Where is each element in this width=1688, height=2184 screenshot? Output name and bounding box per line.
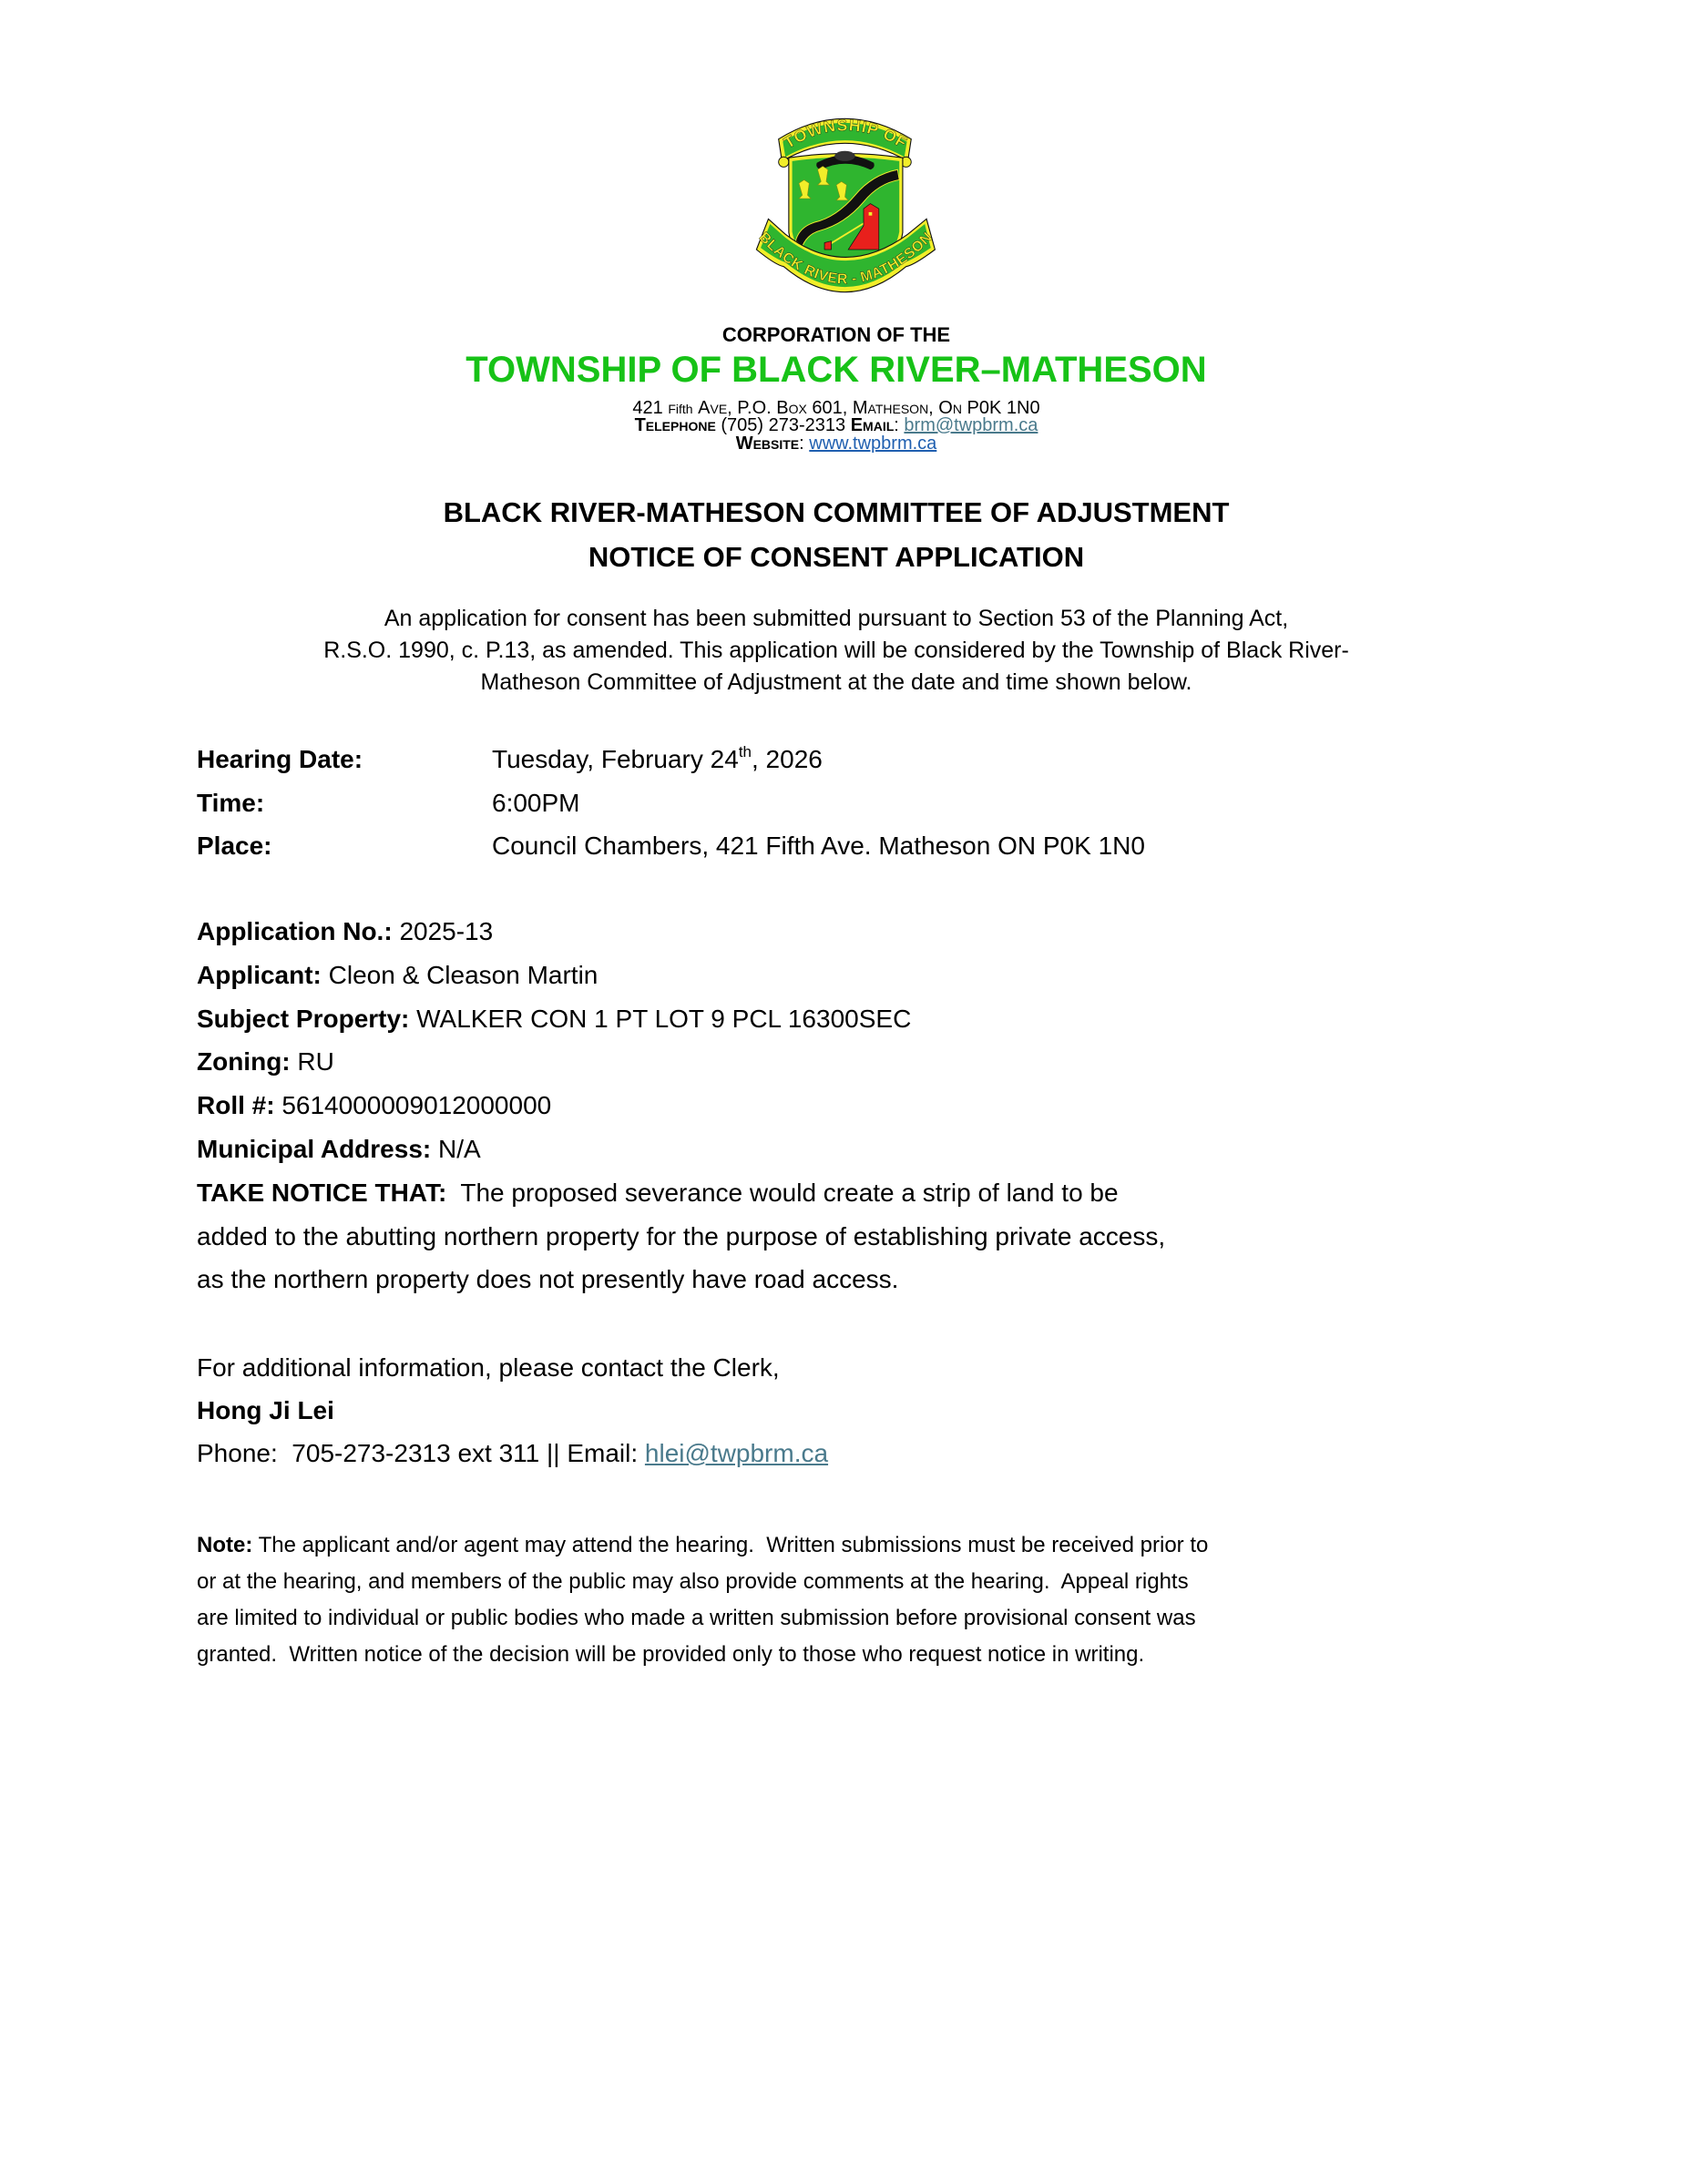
- address-rest: Ave, P.O. Box 601, Matheson, On P0K 1N0: [698, 398, 1040, 418]
- telephone-label: Telephone: [634, 415, 716, 435]
- subject-property-row: [197, 997, 1490, 1041]
- note-text: The applicant and/or agent may attend the hearing. Written submissions must be received prior to: [258, 1533, 1209, 1557]
- address-street: Fifth: [668, 402, 693, 416]
- clerk-phone-email-line: [197, 1432, 828, 1475]
- take-notice-line: added to the abutting northern property for the purpose of establishing private access,: [197, 1221, 1166, 1250]
- intro-line: Matheson Committee of Adjustment at the date and time shown below.: [480, 669, 1192, 695]
- logo-top-text: TOWNSHIP OF: [780, 116, 911, 153]
- note-paragraph: [197, 1527, 1208, 1673]
- subject-property-label: Subject Property:: [197, 1004, 410, 1033]
- hearing-date-ordinal: th: [738, 742, 752, 760]
- hearing-date-main: Tuesday, February 24: [492, 745, 739, 773]
- applicant-label: Applicant:: [197, 960, 322, 989]
- address-number: 421: [632, 398, 663, 418]
- municipal-address-value: N/A: [438, 1134, 481, 1163]
- applicant-row: [197, 954, 1490, 997]
- clerk-phone: Phone: 705-273-2313 ext 311 || Email:: [197, 1439, 645, 1467]
- hearing-place-value: Council Chambers, 421 Fifth Ave. Matheson ON P0K 1N0: [492, 832, 1145, 860]
- roll-number-label: Roll #:: [197, 1091, 275, 1120]
- note-label: Note:: [197, 1533, 253, 1557]
- take-notice-text: The proposed severance would create a strip of land to be: [460, 1178, 1119, 1207]
- take-notice-label: TAKE NOTICE THAT:: [197, 1178, 447, 1207]
- hearing-time-value: 6:00PM: [492, 788, 580, 817]
- zoning-value: RU: [297, 1047, 334, 1077]
- zoning-row: [197, 1040, 1490, 1084]
- clerk-name: Hong Ji Lei: [197, 1396, 334, 1424]
- website-line: [197, 434, 1476, 454]
- application-no-label: Application No.:: [197, 917, 393, 945]
- website-colon: :: [799, 434, 804, 454]
- application-no-value: 2025-13: [399, 917, 494, 945]
- intro-paragraph: [197, 603, 1476, 699]
- municipal-address-label: Municipal Address:: [197, 1134, 432, 1163]
- note-line: [197, 1527, 1208, 1564]
- subject-property-value: WALKER CON 1 PT LOT 9 PCL 16300SEC: [416, 1004, 912, 1033]
- website-link[interactable]: www.twpbrm.ca: [809, 434, 937, 454]
- email-colon: :: [894, 415, 899, 435]
- website-label: Website: [735, 434, 800, 454]
- note-line: granted. Written notice of the decision will be provided only to those who request notice in writing.: [197, 1642, 1145, 1667]
- application-no-row: [197, 910, 1490, 954]
- roll-number-value: 5614000009012000000: [281, 1091, 552, 1120]
- take-notice-line: as the northern property does not presently have road access.: [197, 1265, 899, 1294]
- clerk-email-link[interactable]: hlei@twpbrm.ca: [644, 1439, 829, 1467]
- hearing-place-label: Place:: [197, 832, 272, 860]
- logo-bottom-text: BLACK RIVER - MATHESON: [755, 229, 936, 288]
- contact-block: [197, 1346, 828, 1475]
- note-line: are limited to individual or public bodies who made a written submission before provisional consent was: [197, 1606, 1196, 1630]
- hearing-time-label: Time:: [197, 788, 265, 817]
- township-crest-logo: [736, 113, 940, 310]
- take-notice-line: [197, 1171, 1490, 1215]
- note-line: or at the hearing, and members of the public may also provide comments at the hearing. Appeal rights: [197, 1569, 1189, 1594]
- roll-number-row: [197, 1084, 1490, 1128]
- municipal-address-row: [197, 1128, 1490, 1171]
- contact-intro: For additional information, please contact the Clerk,: [197, 1353, 780, 1382]
- email-label: Email: [850, 415, 895, 435]
- hearing-date-value: [492, 738, 823, 781]
- intro-line: An application for consent has been submitted pursuant to Section 53 of the Planning Act,: [384, 606, 1289, 631]
- zoning-label: Zoning:: [197, 1047, 291, 1077]
- township-name: TOWNSHIP OF BLACK RIVER–MATHESON: [465, 350, 1207, 390]
- application-details: [197, 910, 1490, 1301]
- office-email-link[interactable]: brm@twpbrm.ca: [904, 415, 1038, 435]
- telephone-value: (705) 273-2313: [721, 415, 846, 435]
- hearing-date-year: , 2026: [752, 745, 823, 773]
- committee-heading: BLACK RIVER-MATHESON COMMITTEE OF ADJUSTMENT: [443, 496, 1230, 528]
- applicant-value: Cleon & Cleason Martin: [328, 960, 598, 989]
- intro-line: R.S.O. 1990, c. P.13, as amended. This application will be considered by the Township of Black River-: [323, 638, 1349, 663]
- corporation-heading: CORPORATION OF THE: [721, 323, 951, 346]
- notice-title: NOTICE OF CONSENT APPLICATION: [588, 541, 1085, 573]
- hearing-date-label: Hearing Date:: [197, 745, 363, 773]
